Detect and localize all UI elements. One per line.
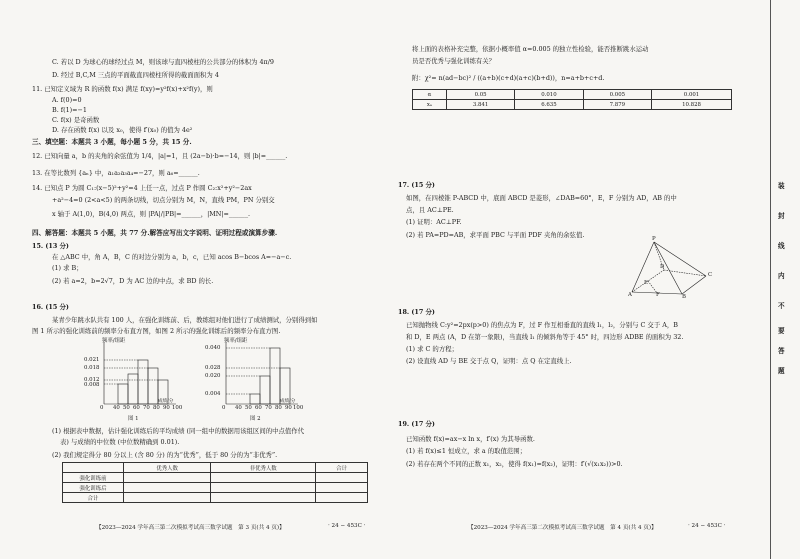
question-19-part2: (2) 若存在两个不同的正数 x₁，x₂，使得 f(x₁)=f(x₂)，证明：f′(√(x₁x₂))>0. <box>406 460 623 468</box>
question-19-header: 19. (17 分) <box>398 420 435 428</box>
table-header-cell: 合计 <box>316 463 368 473</box>
chi-square-critical-table <box>412 89 732 110</box>
question-19-part1: (1) 若 f(x)≤1 恒成立，求 a 的取值范围； <box>406 447 527 455</box>
fig1-xtick: 0 <box>100 405 104 411</box>
left-page <box>0 0 398 559</box>
fig1-xtick: 90 <box>163 405 170 411</box>
chi-square-formula: 附：χ²= n(ad−bc)² / ((a+b)(c+d)(a+c)(b+d))，n=a+b+c+d. <box>412 74 605 82</box>
question-16-stem-line2: 图 1 所示的强化训练前的频率分布直方图，如图 2 所示的强化训练后的频率分布直方图. <box>32 327 281 335</box>
page-footer: 【2023—2024 学年高三第二次模拟考试高三数学试题 第 4 页(共 4 页)】 <box>468 525 657 531</box>
question-12: 12. 已知向量 a，b 的夹角的余弦值为 1/4，|a|=1，且 (2a−b)·b=−14，则 |b|=______. <box>32 152 288 160</box>
q16-continuation-line1: 将上面的表格补充完整，依据小概率值 α=0.005 的独立性检验，能否推断跳水运动 <box>412 45 649 53</box>
fig1-ytick: 0.018 <box>84 365 100 371</box>
question-18-part2: (2) 设直线 AD 与 BE 交于点 Q，证明：点 Q 在定直线上. <box>406 357 572 365</box>
page-footer-code: · 24 − 453C · <box>688 523 726 529</box>
question-14-line3: x 轴于 A(1,0)，B(4,0) 两点，则 |PA|/|PB|=______，|MN|=______. <box>52 210 251 218</box>
table-cell: 10.828 <box>652 100 732 110</box>
table-cell <box>124 473 211 483</box>
binding-char: 要 <box>778 327 785 335</box>
table-header-cell <box>63 463 124 473</box>
binding-char: 封 <box>778 212 785 220</box>
question-16-part1-line2: 表) 与成绩的中位数 (中位数精确到 0.01). <box>60 438 180 446</box>
section-solutions: 四、解答题：本题共 5 小题，共 77 分.解答应写出文字说明、证明过程或演算步骤. <box>32 229 278 237</box>
table-cell: xₐ <box>413 100 447 110</box>
table-header-row <box>63 463 368 473</box>
fig2-xlabel: 成绩/分 <box>280 399 296 404</box>
table-cell: 6.635 <box>515 100 583 110</box>
question-18-header: 18. (17 分) <box>398 308 435 316</box>
table-cell: 强化训练后 <box>63 483 124 493</box>
binding-char: 答 <box>778 347 785 355</box>
fig1-xtick: 100 <box>172 405 183 411</box>
binding-char: 线 <box>778 242 785 250</box>
fig1-ylabel: 频率/组距 <box>102 338 126 344</box>
fig1-xlabel: 成绩/分 <box>158 399 174 404</box>
binding-char: 装 <box>778 182 785 190</box>
vertex-label-b: B <box>682 294 686 300</box>
fig2-xtick: 100 <box>293 405 304 411</box>
table-cell <box>211 473 316 483</box>
question-15-stem: 在 △ABC 中，角 A，B，C 的对边分别为 a，b，c，已知 acos B−bcos A=−a−c. <box>52 253 292 261</box>
table-cell: 强化训练前 <box>63 473 124 483</box>
table-cell <box>124 483 211 493</box>
vertex-label-a: A <box>628 292 632 298</box>
table-cell: 合计 <box>63 493 124 503</box>
fig2-xtick: 70 <box>265 405 272 411</box>
page-footer: 【2023—2024 学年高三第二次模拟考试高三数学试题 第 3 页(共 4 页)】 <box>96 525 285 531</box>
option-b-q11: B. f(1)=−1 <box>52 106 87 114</box>
question-18-stem-line2: 和 D，E 两点 (A，D 在第一象限)，当直线 l₁ 的倾斜角等于 45° 时，四边形 ADBE 的面积为 32. <box>406 333 684 341</box>
q16-continuation-line2: 员是否优秀与强化训练有关？ <box>412 57 496 65</box>
binding-char: 不 <box>778 302 785 310</box>
binding-char: 题 <box>778 367 785 375</box>
fig2-xtick: 80 <box>275 405 282 411</box>
table-cell: 0.010 <box>515 90 583 100</box>
question-17-stem-line2: 点，且 AC⊥PE. <box>406 206 454 214</box>
fig2-xtick: 90 <box>285 405 292 411</box>
table-row <box>63 473 368 483</box>
question-16-stem-line1: 某青少年跳水队共有 100 人，在强化训练前、后，教练组对他们进行了成绩测试，分别得到如 <box>52 316 318 324</box>
fig2-xtick: 0 <box>222 405 226 411</box>
question-17-part1: (1) 证明：AC⊥PF. <box>406 218 462 226</box>
question-16-header: 16. (15 分) <box>32 303 69 311</box>
table-header-cell: 非优秀人数 <box>211 463 316 473</box>
table-cell <box>316 493 368 503</box>
fig2-ytick: 0.028 <box>205 365 221 371</box>
table-cell: 3.841 <box>446 100 514 110</box>
table-cell <box>211 493 316 503</box>
fig1-ytick: 0.021 <box>84 357 100 363</box>
table-cell <box>316 483 368 493</box>
fig2-xtick: 40 <box>235 405 242 411</box>
binding-line <box>770 0 771 559</box>
question-18-stem-line1: 已知抛物线 C:y²=2px(p>0) 的焦点为 F，过 F 作互相垂直的直线 l₁，l₂，分别与 C 交于 A，B <box>406 321 678 329</box>
question-11: 11. 已知定义域为 R 的函数 f(x) 满足 f(xy)=y²f(x)+x²f(y)，则 <box>32 85 213 93</box>
table-cell: 0.005 <box>583 90 651 100</box>
question-17-part2: (2) 若 PA=PD=AB，求平面 PBC 与平面 PDF 夹角的余弦值. <box>406 231 585 239</box>
vertex-label-c: C <box>708 272 713 278</box>
table-row <box>63 483 368 493</box>
fig2-ylabel: 频率/组距 <box>224 338 248 344</box>
question-17-stem-line1: 如图，在四棱锥 P-ABCD 中，底面 ABCD 是菱形，∠DAB=60°，E，F 分别为 AD，AB 的中 <box>406 194 677 202</box>
vertex-label-f: F <box>656 292 660 298</box>
fig1-xtick: 70 <box>143 405 150 411</box>
fig1-xtick: 40 <box>113 405 120 411</box>
fig1-xtick: 50 <box>123 405 130 411</box>
option-d-q10: D. 经过 B,C,M 三点的平面截直四棱柱所得的截面面积为 4 <box>52 71 219 79</box>
contingency-table <box>62 462 368 503</box>
table-row <box>413 90 732 100</box>
table-cell: 0.001 <box>652 90 732 100</box>
option-c-q10: C. 若以 D 为球心的球经过点 M，则该球与直四棱柱的公共部分的体积为 4π/9 <box>52 58 274 66</box>
fig1-ytick: 0.012 <box>84 377 100 383</box>
table-row <box>413 100 732 110</box>
pyramid-figure <box>624 238 712 300</box>
fig2-xtick: 60 <box>255 405 262 411</box>
fig2-ytick: 0.040 <box>205 345 221 351</box>
table-cell <box>211 483 316 493</box>
fig2-ytick: 0.004 <box>205 391 221 397</box>
binding-margin <box>740 0 800 559</box>
fig1-ytick: 0.008 <box>84 382 100 388</box>
fig1-xtick: 80 <box>153 405 160 411</box>
vertex-label-p: P <box>652 236 656 242</box>
table-cell: α <box>413 90 447 100</box>
option-c-q11: C. f(x) 是奇函数 <box>52 116 100 124</box>
section-fill-in: 三、填空题：本题共 3 小题，每小题 5 分，共 15 分. <box>32 138 192 146</box>
vertex-label-d: D <box>660 264 665 270</box>
question-18-part1: (1) 求 C 的方程； <box>406 345 458 353</box>
fig1-xtick: 60 <box>133 405 140 411</box>
question-15-header: 15. (13 分) <box>32 242 69 250</box>
table-row <box>63 493 368 503</box>
table-cell: 7.879 <box>583 100 651 110</box>
fig2-xtick: 50 <box>245 405 252 411</box>
option-a-q11: A. f(0)=0 <box>52 96 82 104</box>
question-15-part1: (1) 求 B； <box>52 264 83 272</box>
right-page <box>398 0 740 559</box>
question-16-part1-line1: (1) 根据表中数据，估计强化训练后的平均成绩 (同一组中的数据用该组区间的中点值作代 <box>52 427 305 435</box>
table-cell: 0.05 <box>446 90 514 100</box>
binding-char: 内 <box>778 272 785 280</box>
question-19-stem: 已知函数 f(x)=ax−x ln x，f′(x) 为其导函数. <box>406 435 535 443</box>
question-16-part2: (2) 我们规定得分 80 分以上 (含 80 分) 的为“优秀”，低于 80 分的为“非优秀”. <box>52 451 278 459</box>
question-17-header: 17. (15 分) <box>398 181 435 189</box>
table-cell <box>316 473 368 483</box>
fig1-caption: 图 1 <box>128 416 139 422</box>
page-footer-code: · 24 − 453C · <box>328 523 366 529</box>
table-header-cell: 优秀人数 <box>124 463 211 473</box>
option-d-q11: D. 存在函数 f(x) 以及 x₀，使得 f′(x₀) 的值为 4e² <box>52 126 193 134</box>
question-14-line1: 14. 已知点 P 为圆 C₁:(x−5)²+y²=4 上任一点，过点 P 作圆 C₂:x²+y²−2ax <box>32 184 252 192</box>
table-cell <box>124 493 211 503</box>
question-15-part2: (2) 若 a=2，b=2√7，D 为 AC 边的中点，求 BD 的长. <box>52 277 214 285</box>
question-13: 13. 在等比数列 {aₙ} 中，a₁a₂a₃a₄=−27，则 a₆=______. <box>32 169 200 177</box>
fig2-ytick: 0.020 <box>205 373 221 379</box>
vertex-label-e: E <box>644 280 648 286</box>
fig2-caption: 图 2 <box>250 416 261 422</box>
question-14-line2: +a²−4=0 (2<a<5) 的两条切线，切点分别为 M，N，直线 PM，PN 分别交 <box>52 196 275 204</box>
